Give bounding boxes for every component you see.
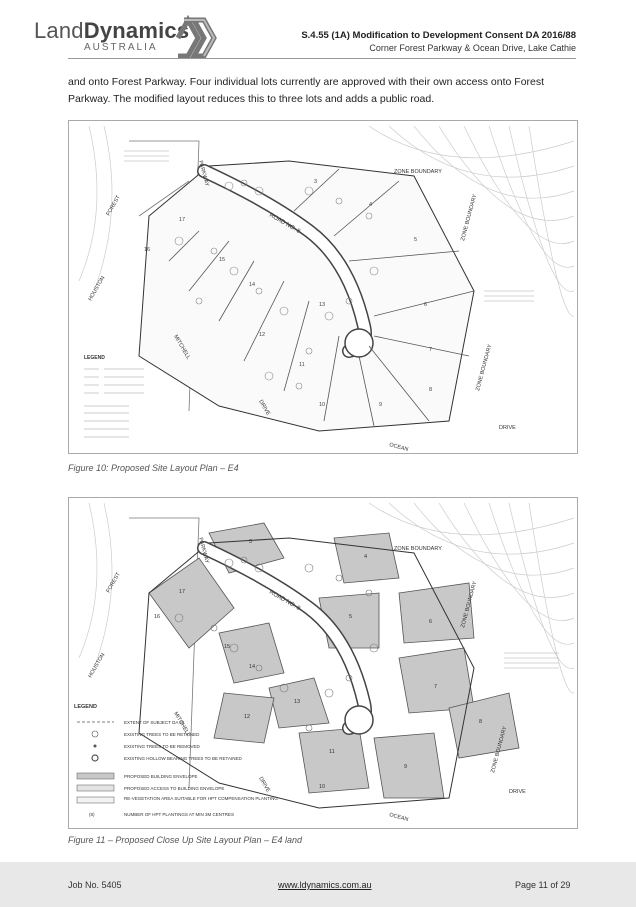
lot-number: 13: [294, 699, 301, 705]
legend-item: PROPOSED BUILDING ENVELOPE: [124, 774, 198, 779]
street-label-parkway: PARKWAY: [197, 159, 210, 188]
svg-text:(8): (8): [89, 812, 95, 817]
header-divider: [68, 58, 576, 59]
document-title: S.4.55 (1A) Modification to Development Consent DA 2016/88: [301, 30, 576, 41]
street-label-forest: FOREST: [105, 194, 122, 217]
lot-number: 7: [434, 684, 438, 690]
legend-item: EXTENT OF SUBJECT DA 55: [124, 720, 185, 725]
lot-number: 10: [319, 784, 326, 790]
lot-number: 5: [414, 237, 418, 243]
lot-number: 16: [144, 247, 151, 253]
lot-number: 8: [429, 387, 433, 393]
legend-item: EXISTING TREES TO BE REMOVED: [124, 744, 200, 749]
street-label-drive: DRIVE: [257, 776, 271, 794]
lot-number: 5: [349, 614, 353, 620]
lot-number: 3: [314, 179, 318, 185]
footer-job-number: Job No. 5405: [68, 880, 122, 890]
street-label-parkway: PARKWAY: [197, 536, 210, 565]
lot-number: 9: [379, 402, 383, 408]
street-label-forest: FOREST: [105, 571, 122, 594]
street-label-ocean: OCEAN: [388, 812, 409, 823]
body-paragraph: and onto Forest Parkway. Four individual lots currently are approved with their own access onto Forest Parkway. The modified layout reduces this to three lots and adds a public road.: [68, 76, 545, 105]
lot-number: 14: [249, 664, 256, 670]
road-label: ROAD NO. 8: [268, 589, 302, 613]
legend-item: EXISTING HOLLOW BEARING TREES TO BE RETAINED: [124, 756, 242, 761]
lot-number: 4: [369, 202, 373, 208]
zone-boundary-label-2: ZONE BOUNDARY: [460, 193, 479, 242]
company-logo-icon: [170, 12, 222, 62]
footer-website-link[interactable]: www.ldynamics.com.au: [278, 880, 372, 890]
lot-number: 7: [429, 347, 433, 353]
street-label-drive-east: DRIVE: [499, 425, 516, 431]
zone-boundary-label-3: ZONE BOUNDARY: [490, 725, 509, 774]
street-label-houston: HOUSTON: [87, 652, 107, 679]
zone-boundary-label-3: ZONE BOUNDARY: [475, 343, 494, 392]
zone-boundary-label-1: ZONE BOUNDARY: [394, 169, 442, 175]
lot-number: 15: [219, 257, 226, 263]
figure-caption: Figure 10: Proposed Site Layout Plan – E4: [68, 463, 239, 473]
road-label: ROAD NO. 8: [268, 212, 302, 236]
company-logo-subtitle: AUSTRALIA: [84, 42, 158, 53]
lot-number: 11: [299, 362, 305, 368]
footer-page-number: Page 11 of 29: [515, 880, 571, 890]
lot-number: 13: [319, 302, 326, 308]
site-plan-drawing: [69, 498, 577, 828]
figure-close-up-site-layout-plan: [68, 497, 578, 829]
lot-number: 3: [249, 539, 253, 545]
lot-number: 15: [224, 644, 231, 650]
lot-number: 14: [249, 282, 256, 288]
figure-site-layout-plan: [68, 120, 578, 454]
lot-number: 16: [154, 614, 161, 620]
lot-number: 6: [429, 619, 433, 625]
legend-item: EXISTING TREES TO BE RETAINED: [124, 732, 200, 737]
company-logo-text: LandDynamics: [34, 18, 190, 43]
lot-number: 4: [364, 554, 368, 560]
lot-number: 17: [179, 217, 186, 223]
zone-boundary-label-2: ZONE BOUNDARY: [460, 580, 479, 629]
lot-number: 8: [479, 719, 483, 725]
lot-number: 9: [404, 764, 408, 770]
site-plan-drawing: [69, 121, 577, 453]
legend-item: PROPOSED ACCESS TO BUILDING ENVELOPE: [124, 786, 225, 791]
figure-caption: Figure 11 – Proposed Close Up Site Layout Plan – E4 land: [68, 835, 302, 845]
street-label-mitchell: MITCHELL: [172, 711, 192, 738]
legend-title: LEGEND: [84, 355, 105, 361]
zone-boundary-label-1: ZONE BOUNDARY: [394, 546, 442, 552]
street-label-ocean: OCEAN: [388, 442, 409, 453]
lot-number: 6: [424, 302, 428, 308]
legend-item: NUMBER OF HPT PLANTINGS AT MIN 3M CENTRES: [124, 812, 235, 817]
legend-item: RE-VEGETATION AREA SUITABLE FOR HPT COMPENSATION PLANTING: [124, 796, 278, 801]
street-label-drive: DRIVE: [257, 399, 271, 417]
lot-number: 11: [329, 749, 335, 755]
lot-number: 12: [244, 714, 251, 720]
lot-number: 17: [179, 589, 186, 595]
document-subtitle: Corner Forest Parkway & Ocean Drive, Lake Cathie: [369, 43, 576, 53]
street-label-drive-east: DRIVE: [509, 789, 526, 795]
lot-number: 10: [319, 402, 326, 408]
lot-number: 12: [259, 332, 266, 338]
legend-title: LEGEND: [74, 704, 97, 710]
street-label-mitchell: MITCHELL: [172, 334, 192, 361]
street-label-houston: HOUSTON: [87, 275, 107, 302]
